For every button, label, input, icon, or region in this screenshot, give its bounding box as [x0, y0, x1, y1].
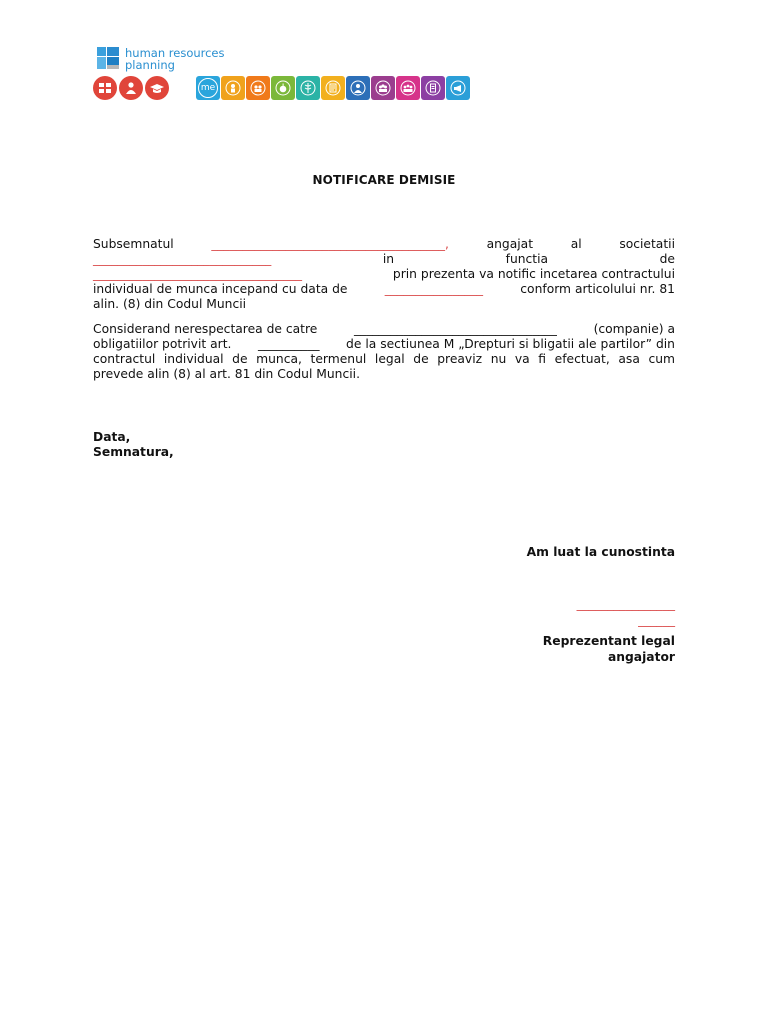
apple-icon: [271, 76, 295, 100]
p2-line3: contractul individual de munca, termenul legal de preaviz nu va fi efectuat, asa cum: [93, 352, 675, 366]
p1-line5: alin. (8) din Codul Muncii: [93, 297, 247, 311]
crowd-icon: [396, 76, 420, 100]
sign-blank-1: ________________: [576, 597, 675, 611]
p1-line2: [93, 252, 675, 267]
megaphone-icon: [446, 76, 470, 100]
document-title: NOTIFICARE DEMISIE: [312, 173, 456, 187]
person-icon: [221, 76, 245, 100]
text-societatii: societatii: [619, 237, 675, 251]
me-icon: me: [196, 76, 220, 100]
p2-line4: prevede alin (8) al art. 81 din Codul Muncii.: [93, 367, 360, 381]
text-p1-l3: prin prezenta va notific incetarea contractului: [392, 267, 675, 281]
grid-icon: [93, 76, 117, 100]
group-icon: [246, 76, 270, 100]
data-label: Data,: [93, 430, 131, 444]
blank-date: ________________: [384, 282, 484, 296]
graduation-cap-icon: [145, 76, 169, 100]
p1-line1: [93, 237, 675, 252]
text-functia: functia: [505, 252, 549, 266]
text-p2-l1a: Considerand nerespectarea de catre: [93, 322, 318, 336]
text-p1-l4a: individual de munca incepand cu data de: [93, 282, 348, 296]
blank-name: ______________________________________,: [211, 237, 449, 251]
rep-label-1: Reprezentant legal: [542, 634, 675, 648]
caduceus-icon: [296, 76, 320, 100]
logo-line2: planning: [125, 58, 175, 72]
logo-text: [125, 47, 225, 71]
text-p2-l2b: de la sectiunea M „Drepturi si bligatii ale partilor” din: [346, 337, 675, 351]
right-icon-row: [196, 76, 470, 100]
blank-article: __________: [258, 337, 320, 351]
p1-line4: [93, 282, 675, 297]
document-icon: [321, 76, 345, 100]
text-in: in: [382, 252, 395, 266]
logo-mark-icon: [97, 47, 122, 72]
worker-icon: [346, 76, 370, 100]
left-icon-row: [93, 76, 169, 100]
text-subsemnatul: Subsemnatul: [93, 237, 174, 251]
semnatura-label: Semnatura,: [93, 445, 174, 459]
p1-line3: [93, 267, 675, 282]
team-icon: [371, 76, 395, 100]
blank-company-2: _________________________________: [354, 322, 557, 336]
text-de: de: [659, 252, 675, 266]
text-al: al: [570, 237, 582, 251]
p2-line1: [93, 322, 675, 337]
p2-line2: [93, 337, 675, 352]
people-icon: [119, 76, 143, 100]
blank-company: _____________________________: [93, 252, 272, 266]
logo-line1: human resources: [125, 46, 225, 60]
sign-blank-2: ______: [638, 613, 675, 627]
text-p2-l1b: (companie) a: [593, 322, 675, 336]
text-p2-l2a: obligatiilor potrivit art.: [93, 337, 232, 351]
blank-position: __________________________________: [93, 267, 303, 281]
company-logo: [97, 47, 225, 72]
ack-label: Am luat la cunostinta: [526, 545, 675, 559]
text-p1-l4b: conform articolului nr. 81: [520, 282, 675, 296]
rep-label-2: angajator: [607, 650, 675, 664]
clipboard-icon: [421, 76, 445, 100]
text-angajat: angajat: [486, 237, 534, 251]
